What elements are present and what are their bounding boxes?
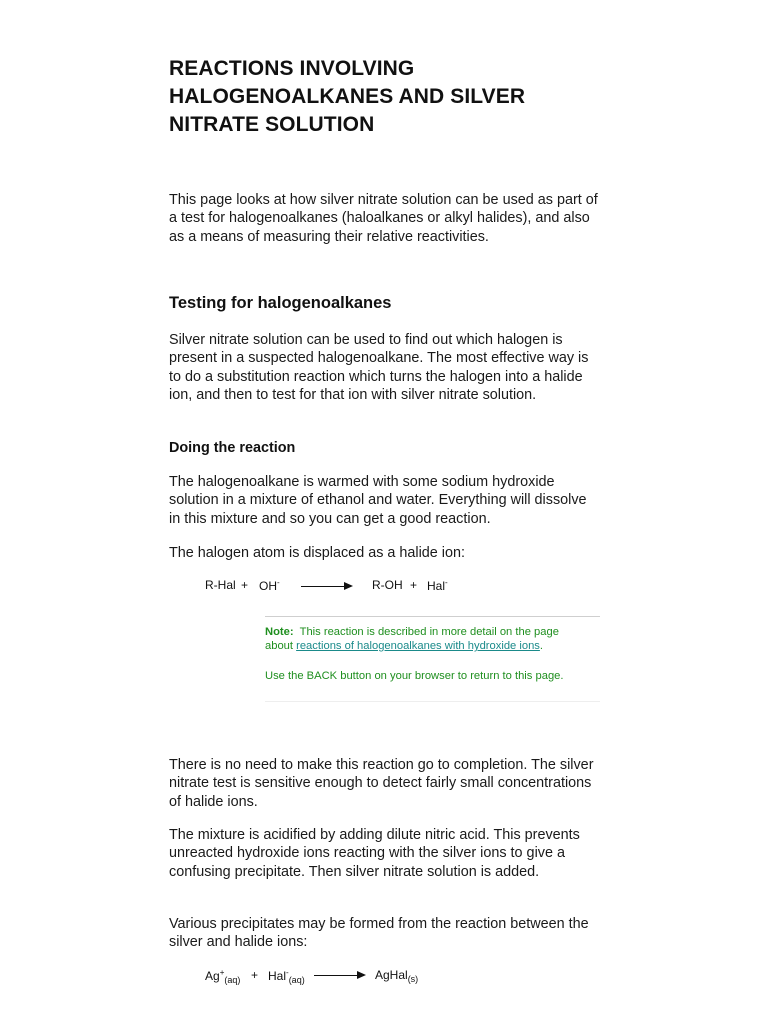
eq2-reactant1: $Ag^+_{(aq)}$ bbox=[205, 968, 241, 985]
reaction-arrow-icon bbox=[301, 586, 351, 587]
note-line-2: about reactions of halogenoalkanes with hydroxide ions. bbox=[265, 640, 544, 652]
paragraph-warming: The halogenoalkane is warmed with some sodium hydroxide solution in a mixture of ethanol and water. Everything will dissolve in this mixture and so you can get a good reaction. bbox=[169, 474, 587, 527]
eq2-plus: + bbox=[251, 968, 259, 982]
eq2-reactant2: Hal-$_{(aq)}$ bbox=[268, 968, 305, 985]
intro-paragraph: This page looks at how silver nitrate solution can be used as part of a test for halogenoalkanes (haloalkanes or alkyl halides), and also as a means of measuring their relative reactivities. bbox=[169, 192, 598, 245]
eq1-product1: R-OH bbox=[372, 578, 403, 592]
hydroxide-reactions-link[interactable]: reactions of halogenoalkanes with hydroxide ions bbox=[296, 640, 540, 652]
note-line-1: Note: This reaction is described in more detail on the page bbox=[265, 626, 559, 638]
note-box bbox=[265, 616, 600, 702]
subheading-doing-reaction: Doing the reaction bbox=[169, 440, 296, 456]
page-title: REACTIONS INVOLVING HALOGENOALKANES AND SILVER NITRATE SOLUTION bbox=[169, 57, 526, 136]
section-heading-testing: Testing for halogenoalkanes bbox=[169, 294, 392, 312]
equation-substitution bbox=[169, 578, 601, 596]
paragraph-acidified: The mixture is acidified by adding dilute nitric acid. This prevents unreacted hydroxide ions reacting with the silver ions to give a confusing precipitate. Then silver nitrate solution is added. bbox=[169, 827, 580, 880]
reaction-arrow-icon bbox=[314, 975, 364, 976]
note-label: Note: bbox=[265, 626, 294, 638]
eq1-plus2: + bbox=[410, 578, 418, 592]
eq1-reactant2: OH- bbox=[259, 578, 280, 593]
eq1-plus1: + bbox=[241, 578, 249, 592]
paragraph-displaced: The halogen atom is displaced as a halide ion: bbox=[169, 545, 465, 561]
eq2-product: AgHal$_{(s)}$ bbox=[375, 968, 419, 984]
paragraph-precipitates: Various precipitates may be formed from the reaction between the silver and halide ions: bbox=[169, 916, 589, 951]
paragraph-completion: There is no need to make this reaction go to completion. The silver nitrate test is sensitive enough to detect fairly small concentrations of halide ions. bbox=[169, 757, 594, 810]
eq1-reactant1: R-Hal bbox=[205, 578, 236, 592]
note-back-instruction: Use the BACK button on your browser to return to this page. bbox=[265, 670, 564, 682]
eq1-product2: Hal- bbox=[427, 578, 448, 593]
equation-precipitation bbox=[169, 968, 601, 988]
paragraph-halogen-test: Silver nitrate solution can be used to find out which halogen is present in a suspected halogenoalkane. The most effective way is to do a substitution reaction which turns the halogen into a halide ion, and then to test for that ion with silver nitrate solution. bbox=[169, 332, 589, 404]
